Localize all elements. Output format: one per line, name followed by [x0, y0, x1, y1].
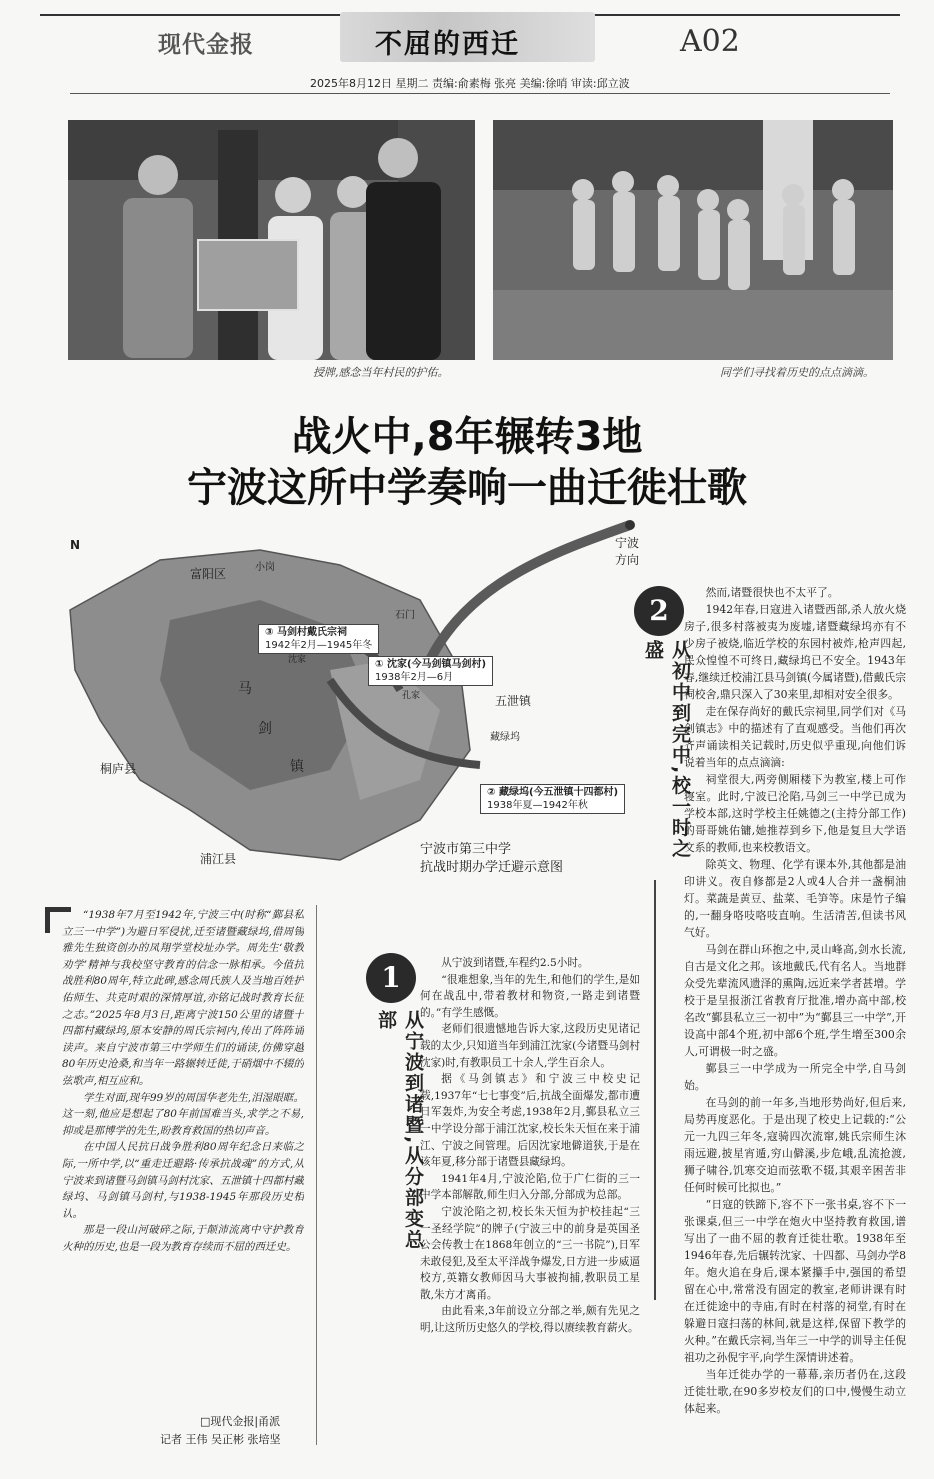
- intro-body: [62, 907, 304, 1407]
- section-1-title: 从宁波到诸暨,从分部变总部: [375, 1010, 424, 1251]
- section-title: 不屈的西迁: [375, 29, 520, 60]
- place-canglvwu: 藏绿坞: [490, 732, 520, 743]
- north-arrow: N: [70, 538, 81, 552]
- site-3-label: [258, 624, 379, 654]
- place-fuyang: 富阳区: [190, 567, 227, 581]
- section-1-paragraph: 宁波沦陷之初,校长朱天恒为护校挂起“三一圣经学院”的牌子(宁波三中的前身是英国圣公会传教士在1868年创立的“三一书院”),日军未敢侵犯,及至太平洋战争爆发,日方进一步威逼校方,英籍女教师因马大事被拘捕,教职员工星散,朱方才离甬。: [420, 1205, 640, 1301]
- intro-paragraph: 学生对面,现年99岁的周国华老先生,泪湿眼眶。这一刻,他应是想起了80年前国难当头,求学之不易,抑或是那博学的先生,盼教育救国的热切声音。: [62, 1091, 304, 1137]
- site-1-label: [368, 656, 493, 686]
- left-photo-caption: 授牌,感念当年村民的护佑。: [313, 366, 449, 379]
- page-number: A02: [680, 24, 740, 59]
- site-1-title: ① 沈家(今马剑镇马剑村): [375, 659, 487, 670]
- newspaper-brand: 现代金报: [158, 32, 254, 58]
- award-photo: [68, 120, 475, 360]
- place-shimen: 石门: [395, 610, 415, 621]
- site-3-title: ③ 马剑村戴氏宗祠: [265, 627, 347, 638]
- section-2-paragraph: 鄞县三一中学成为一所完全中学,自马剑始。: [684, 1062, 906, 1092]
- place-wuxie: 五泄镇: [495, 694, 532, 708]
- site-2-title: ② 藏绿坞(今五泄镇十四都村): [487, 787, 619, 798]
- section-1-paragraph: 据《马剑镇志》和宁波三中校史记载,1937年“七七事变”后,抗战全面爆发,都市遭日军轰炸,为安全考虑,1938年2月,鄞县私立三一中学设分部于浦江沈家,校长朱天恒在来于浦江、宁波之间管理。后因沈家地僻道狭,于是在该年夏,移分部于诸暨县藏绿坞。: [420, 1073, 640, 1169]
- right-photo-caption: 同学们寻找着历史的点点滴滴。: [720, 366, 874, 379]
- section-2-paragraph: 走在保存尚好的戴氏宗祠里,同学们对《马剑镇志》中的描述有了直观感受。当他们再次齐声诵读相关记载时,历史似乎重现,向他们诉说着当年的点点滴滴:: [684, 705, 906, 769]
- intro-corner-mark-v: [45, 907, 50, 933]
- map-terrain: [40, 520, 640, 880]
- place-shenjia: 沈家: [288, 655, 307, 665]
- section-2-badge: 2: [634, 586, 684, 636]
- students-photo: [493, 120, 893, 360]
- column-divider: [316, 905, 317, 1445]
- map-caption-2: 抗战时期办学迁避示意图: [420, 860, 564, 875]
- award-photo-illustration: [68, 120, 475, 360]
- section-2-title: 从初中到完中,校一时之盛: [642, 640, 691, 860]
- place-xiaogang: 小岗: [255, 562, 275, 573]
- section-2-paragraph: 1942年春,日寇进入诸暨西部,杀人放火烧房子,很多村落被夷为废墟,诸暨藏绿坞亦有不少房子被烧,临近学校的东园村被炸,枪声四起,民众惶惶不可终日,藏绿坞已不安全。1943年春,继续迁校浦江县马剑镇(今属诸暨),借戴氏宗祠校舍,鼎只深入了30来里,却相对安全很多。: [684, 603, 906, 701]
- section-1-paragraph: 从宁波到诸暨,车程约2.5小时。: [441, 957, 589, 969]
- site-1-dates: 1938年2月—6月: [375, 672, 454, 683]
- section-2-paragraph: 在马剑的前一年多,当地形势尚好,但后来,局势再度恶化。于是出现了校史上记载的:“公元一九四三年冬,寇骑四次流窜,姚氏宗师生沐雨远避,披星宵遁,穷山僻溪,步危峨,乱流抢渡,狮子啸谷,饥寒交迫而弦歌不辍,其艰辛困苦非任何时候可比拟也。”: [684, 1096, 906, 1194]
- section-2-paragraph: 然而,诸暨很快也不太平了。: [705, 586, 839, 599]
- headline-line-2: 宁波这所中学奏响一曲迁徙壮歌: [187, 465, 747, 511]
- students-photo-illustration: [493, 120, 893, 360]
- place-pujiang: 浦江县: [200, 852, 237, 866]
- section-2-paragraph: 除英文、物理、化学有课本外,其他都是油印讲义。夜自修都是2人或4人合并一盏桐油灯。菜蔬是黄豆、盐菜、毛笋等。床是竹子编的,一翻身咯吱咯吱直响。生活清苦,但读书风气好。: [684, 858, 906, 939]
- dateline: 2025年8月12日 星期二 责编:俞素梅 张亮 美编:徐哨 审读:邱立波: [310, 77, 630, 90]
- site-2-label: [480, 784, 625, 814]
- section-1-paragraph: “很难想象,当年的先生,和他们的学生,是如何在战乱中,带着教材和物资,一路走到诸暨的。”有学生感慨。: [420, 973, 640, 1019]
- section-1-paragraph: 1941年4月,宁波沦陷,位于广仁街的三一中学本部解散,师生归入分部,分部成为总部。: [420, 1172, 640, 1202]
- section-1-paragraph: 由此看来,3年前设立分部之举,颇有先见之明,让这所历史悠久的学校,得以赓续教育薪火。: [420, 1305, 640, 1335]
- headline-line-1: 战火中,8年辗转3地: [291, 414, 643, 460]
- masthead: [0, 0, 934, 90]
- place-kongjia: 孔家: [402, 691, 421, 701]
- place-zhen: 镇: [290, 759, 304, 775]
- dateline-rule: [70, 93, 890, 94]
- section-2-rule: [654, 880, 656, 1300]
- section-2-body: [684, 584, 906, 1464]
- section-1-badge: 1: [366, 953, 416, 1003]
- place-ma: 马: [238, 681, 252, 697]
- site-2-dates: 1938年夏—1942年秋: [487, 800, 588, 811]
- map-caption-1: 宁波市第三中学: [420, 842, 512, 857]
- intro-paragraph: 在中国人民抗日战争胜利80周年纪念日来临之际,一所中学,以“重走迁避路·传承抗战魂”的方式,从宁波来到诸暨马剑镇马剑村沈家、五泄镇十四都村藏绿坞、马剑镇马剑村,与1938-1945年那段历史相认。: [62, 1141, 304, 1220]
- section-1-paragraph: 老师们很遗憾地告诉大家,这段历史见诸记载的太少,只知道当年到浦江沈家(今诸暨马剑村沈家)时,有教职员工十余人,学生百余人。: [420, 1023, 640, 1069]
- site-3-dates: 1942年2月—1945年冬: [265, 640, 373, 651]
- section-2-paragraph: “日寇的铁蹄下,容不下一张书桌,容不下一张课桌,但三一中学在炮火中坚持教育救国,谱写出了一曲不屈的教育迁徙壮歌。1938年至1946年春,先后辗转沈家、十四都、马剑办学8年。炮火追在身后,课本紧攥手中,强国的希望留在心中,常常没有固定的教室,老师讲课有时在迁徙途中的寺庙,有时在村落的祠堂,有时在躲避日寇扫荡的林间,就是这样,保留下教学的火种。”在戴氏宗祠,当年三一中学的训导主任倪祖功之孙倪宇平,向学生深情讲述着。: [684, 1198, 906, 1364]
- byline-1: □现代金报|甬派: [200, 1415, 281, 1428]
- section-2-paragraph: 当年迁徙办学的一幕幕,亲历者仍在,这段迁徙壮歌,在90多岁校友们的口中,慢慢生动立体起来。: [684, 1368, 906, 1415]
- intro-paragraph: 那是一段山河破碎之际,于颠沛流离中守护教育火种的历史,也是一段为教育存续而不屈的西迁史。: [62, 1224, 304, 1253]
- intro-paragraph: “1938年7月至1942年,宁波三中(时称“鄞县私立三一中学”)为避日军侵扰,迁至诸暨藏绿坞,借周锡雅先生独资创办的凤翔学堂校址办学。周先生‘敬教劝学’精神与我校坚守教育的信念一脉相承。今值抗战胜利80周年,特立此碑,感念周氏族人及当地百姓护佑师生、共克时艰的深情厚谊,亦铭记战时教育长征之志。”2025年8月3日,距离宁波150公里的诸暨十四都村藏绿坞,原本安静的周氏宗祠内,传出了阵阵诵读声。来自宁波市第三中学师生们的诵读,仿佛穿越80年历史沧桑,和当年一路辗转迁徙,于硝烟中不辍的弦歌声,相互应和。: [62, 909, 304, 1087]
- migration-map: [40, 520, 640, 880]
- ningbo-direction-label: 宁波方向: [615, 536, 640, 567]
- section-1-body: [420, 955, 640, 1455]
- place-jian: 剑: [258, 721, 272, 737]
- byline-2: 记者 王伟 吴正彬 张培坚: [160, 1433, 281, 1446]
- section-2-paragraph: 马剑在群山环抱之中,灵山峰高,剑水长流,自古是文化之邦。该地戴氏,代有名人。当地群众受先辈流风遗泽的熏陶,远近来学者甚增。学校于是呈报浙江省教育厅批准,增办高中部,校名改“鄞县私立三一初中”为“鄞县三一中学”,开设高中部4个班,初中部6个班,学生增至300余人,可谓极一时之盛。: [684, 943, 906, 1058]
- section-2-paragraph: 祠堂很大,两旁侧厢楼下为教室,楼上可作寝室。此时,宁波已沦陷,马剑三一中学已成为学校本部,这时学校主任姚德之(主持分部工作)的哥哥姚佑镛,她推荐到乡下,他是复旦大学语文系的教师,也来校教语文。: [684, 773, 906, 854]
- place-tonglu: 桐庐县: [100, 762, 137, 776]
